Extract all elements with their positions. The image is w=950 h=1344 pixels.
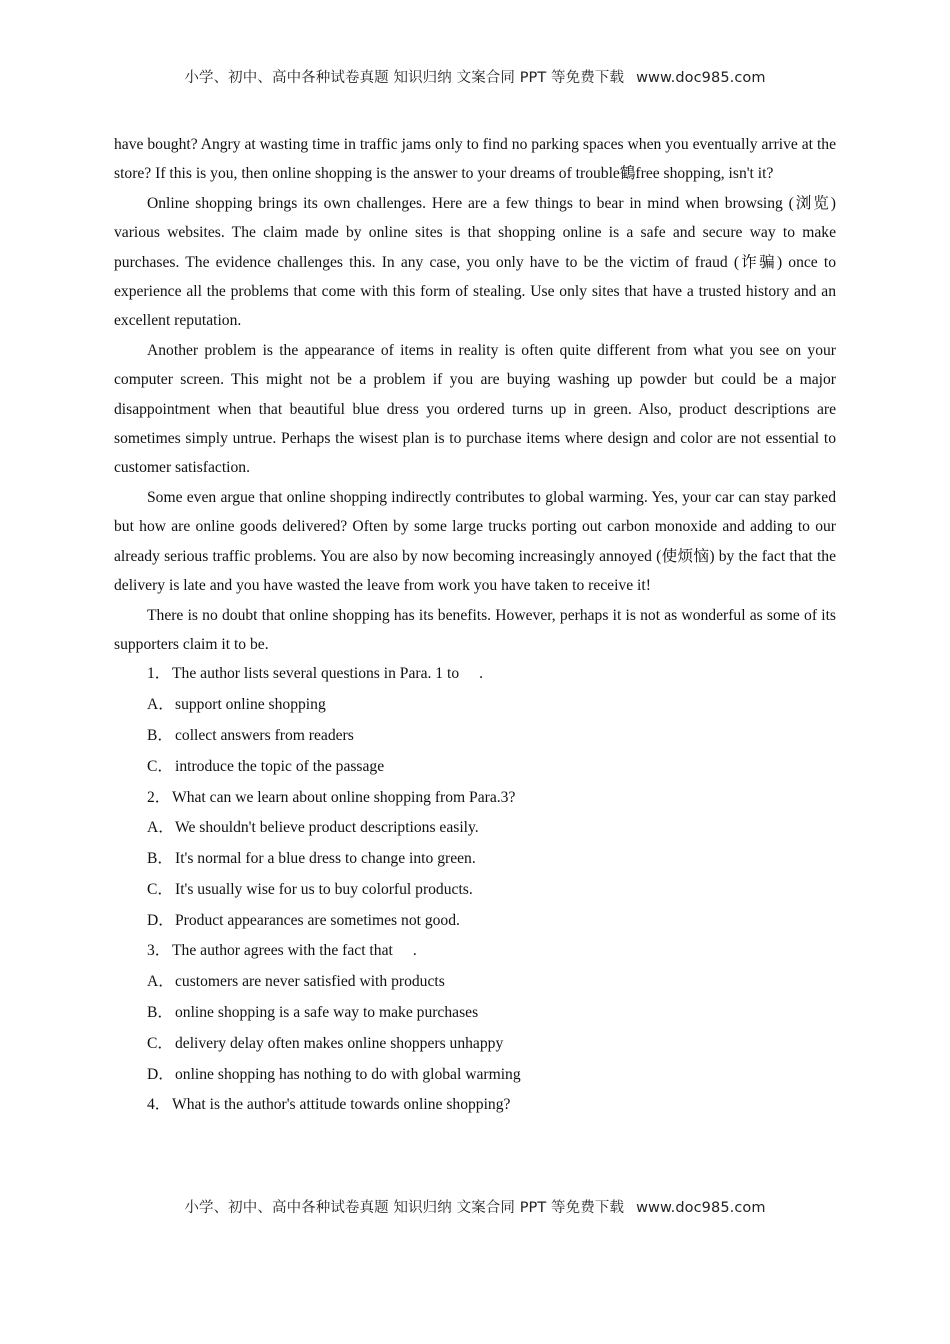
option-text: We shouldn't believe product descriptions easily. xyxy=(175,819,479,837)
option-text: It's usually wise for us to buy colorful products. xyxy=(175,880,473,898)
passage-paragraph: Some even argue that online shopping indirectly contributes to global warming. Yes, your car can stay parked but how are online goods delivered? Often by some large trucks porting out carbon monoxide and adding to our already serious traffic problems. You are also by now becoming increasingly annoyed (使烦恼) by the fact that the delivery is late and you have wasted the leave from work you have taken to receive it! xyxy=(114,488,836,595)
option-1a xyxy=(114,690,836,721)
question-stem: What can we learn about online shopping from Para.3? xyxy=(172,788,516,806)
option-3a xyxy=(114,967,836,998)
option-2c xyxy=(114,875,836,906)
option-letter: C． xyxy=(147,880,173,898)
question-number: 2． xyxy=(147,788,171,806)
option-text: It's normal for a blue dress to change into green. xyxy=(175,850,476,868)
passage-paragraph: Online shopping brings its own challenges. Here are a few things to bear in mind when browsing (浏览) various websites. The claim made by online sites is that shopping online is a safe and secure way to make purchases. The evidence challenges this. In any case, you only have to be the victim of fraud (诈骗) once to experience all the problems that come with this form of stealing. Use only sites that have a trusted history and an excellent reputation. xyxy=(114,194,836,330)
question-stem: The author agrees with the fact that xyxy=(172,942,393,960)
option-letter: B． xyxy=(147,726,173,744)
option-3b xyxy=(114,998,836,1029)
question-number: 3． xyxy=(147,942,171,960)
option-letter: A． xyxy=(147,819,174,837)
option-text: Product appearances are sometimes not good. xyxy=(175,911,460,929)
option-letter: D． xyxy=(147,1065,174,1083)
option-2b xyxy=(114,844,836,875)
option-text: customers are never satisfied with products xyxy=(175,973,445,991)
option-2d xyxy=(114,906,836,937)
option-letter: A． xyxy=(147,696,174,714)
page-footer xyxy=(0,1196,950,1217)
option-letter: B． xyxy=(147,1004,173,1022)
passage-paragraph: Another problem is the appearance of items in reality is often quite different from what you see on your computer screen. This might not be a problem if you are buying washing up powder but could be a major disappointment when that beautiful blue dress you ordered turns up in green. Also, product descriptions are sometimes simply untrue. Perhaps the wisest plan is to purchase items where design and color are not essential to customer satisfaction. xyxy=(114,341,836,477)
question-number: 1． xyxy=(147,665,171,683)
document-body xyxy=(114,130,836,1121)
option-letter: A． xyxy=(147,973,174,991)
header-url[interactable]: www.doc985.com xyxy=(636,70,766,86)
option-letter: D． xyxy=(147,911,174,929)
footer-url[interactable]: www.doc985.com xyxy=(636,1200,766,1216)
option-3d xyxy=(114,1060,836,1091)
question-4 xyxy=(114,1090,836,1121)
question-end: . xyxy=(412,942,417,960)
question-1 xyxy=(114,659,836,690)
option-text: introduce the topic of the passage xyxy=(175,757,385,775)
question-stem: The author lists several questions in Para. 1 to xyxy=(172,665,460,683)
option-1b xyxy=(114,721,836,752)
footer-text: 小学、初中、高中各种试卷真题 知识归纳 文案合同 PPT 等免费下载 xyxy=(184,1200,625,1216)
option-1c xyxy=(114,752,836,783)
option-letter: C． xyxy=(147,757,173,775)
option-letter: C． xyxy=(147,1034,173,1052)
question-3 xyxy=(114,936,836,967)
passage-paragraph: There is no doubt that online shopping has its benefits. However, perhaps it is not as wonderful as some of its supporters claim it to be. xyxy=(114,606,836,653)
option-3c xyxy=(114,1029,836,1060)
option-text: collect answers from readers xyxy=(175,726,354,744)
question-end: . xyxy=(479,665,484,683)
header-text: 小学、初中、高中各种试卷真题 知识归纳 文案合同 PPT 等免费下载 xyxy=(184,70,625,86)
option-text: online shopping has nothing to do with global warming xyxy=(175,1065,521,1083)
passage-paragraph: have bought? Angry at wasting time in traffic jams only to find no parking spaces when you eventually arrive at the store? If this is you, then online shopping is the answer to your dreams of trouble鶴free shopping, isn't it? xyxy=(114,136,836,183)
option-letter: B． xyxy=(147,850,173,868)
page-header xyxy=(0,66,950,87)
option-text: delivery delay often makes online shoppers unhappy xyxy=(175,1034,504,1052)
option-text: online shopping is a safe way to make purchases xyxy=(175,1004,479,1022)
question-2 xyxy=(114,783,836,814)
option-2a xyxy=(114,813,836,844)
question-number: 4． xyxy=(147,1096,171,1114)
question-stem: What is the author's attitude towards online shopping? xyxy=(172,1096,511,1114)
option-text: support online shopping xyxy=(175,696,326,714)
